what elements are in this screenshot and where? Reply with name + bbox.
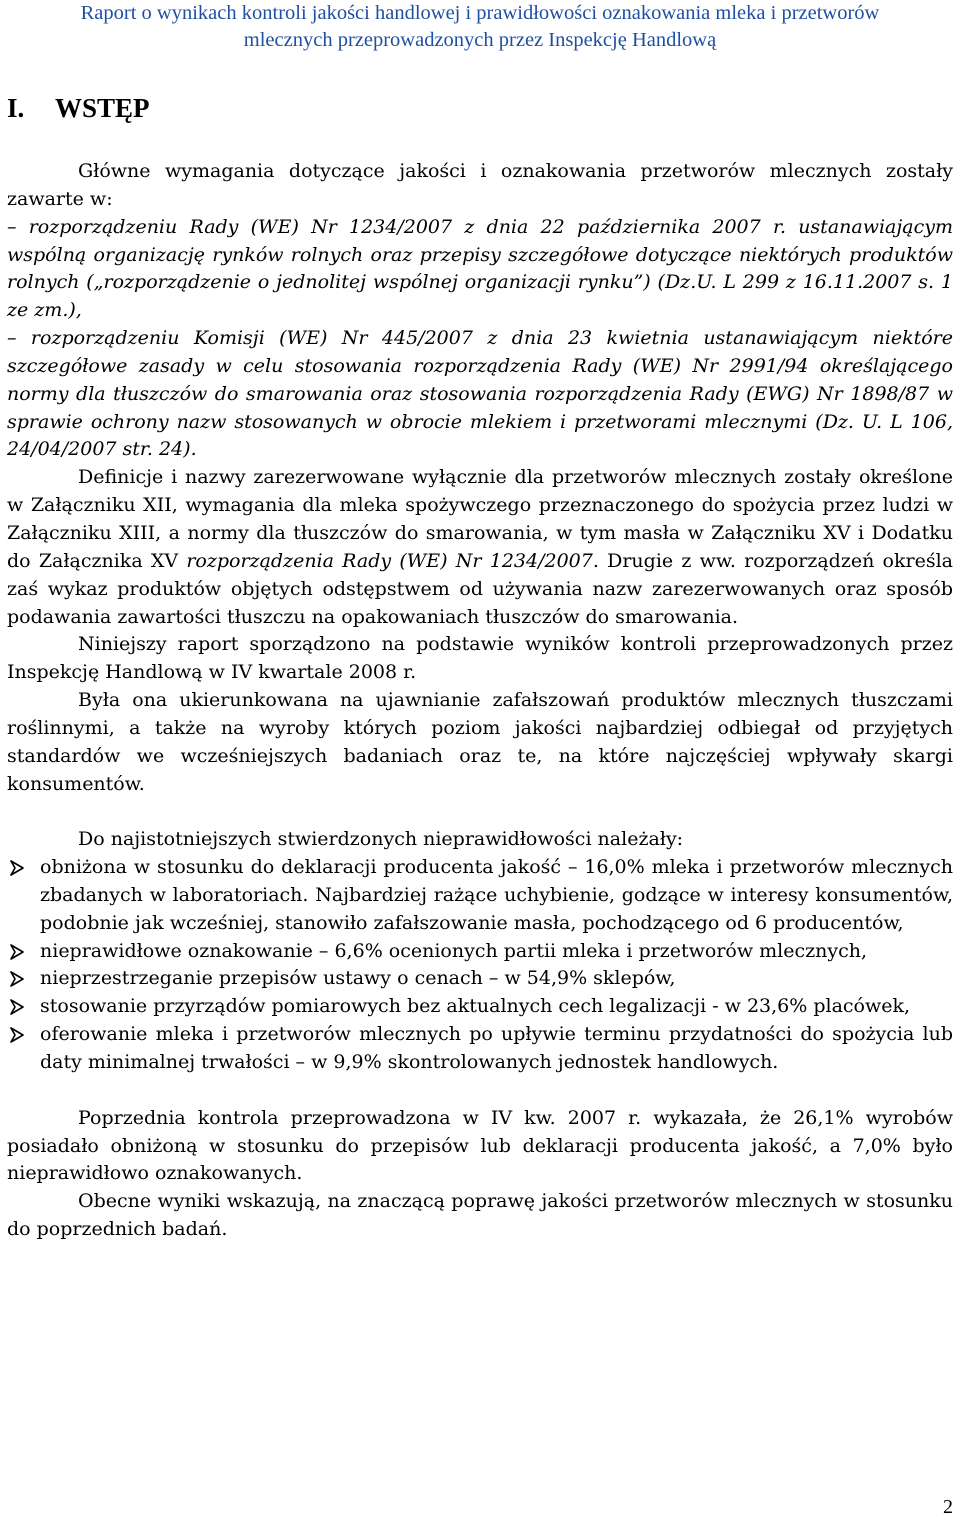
section-number: I.	[7, 93, 25, 123]
finding-text: obniżona w stosunku do deklaracji producenta jakość – 16,0% mleka i przetworów mlecznych zbadanych w laboratoriach. Najbardziej rażące uchybienie, godzące w interesy konsumentów, podobnie jak wcześniej, stanowiło zafałszowanie masła, pochodzącego od 6 producentów,	[40, 856, 953, 934]
finding-text: nieprzestrzeganie przepisów ustawy o cenach – w 54,9% sklepów,	[40, 967, 676, 990]
arrow-bullet-icon	[9, 1027, 25, 1043]
list-item	[7, 1021, 953, 1077]
spacer	[7, 798, 953, 826]
definitions-regulation-ref: rozporządzenia Rady (WE) Nr 1234/2007	[186, 549, 593, 572]
previous-control-paragraph: Poprzednia kontrola przeprowadzona w IV kw. 2007 r. wykazała, że 26,1% wyrobów posiadało obniżoną w stosunku do przepisów lub deklaracji producenta jakość, a 7,0% było nieprawidłowo oznakowanych.	[7, 1106, 953, 1185]
arrow-bullet-icon	[9, 944, 25, 960]
finding-text: stosowanie przyrządów pomiarowych bez aktualnych cech legalizacji - w 23,6% placówek,	[40, 995, 911, 1018]
dash-marker: –	[7, 215, 17, 238]
document-body	[7, 158, 953, 1244]
list-item	[7, 854, 953, 938]
regulation-item-2	[7, 325, 953, 464]
dash-marker: –	[7, 327, 17, 350]
regulation-text: rozporządzeniu Komisji (WE) Nr 445/2007 z dnia 23 kwietnia ustanawiającym niektóre szczegółowe zasady w celu stosowania rozporządzenia Rady (WE) Nr 2991/94 określającego normy dla tłuszczów do smarowania oraz stosowania rozporządzenia Rady (EWG) Nr 1898/87 w sprawie ochrony nazw stosowanych w obrocie mlekiem i przetworami mlecznymi (Dz. U. L 106, 24/04/2007 str. 24).	[7, 327, 953, 461]
arrow-bullet-icon	[9, 971, 25, 987]
intro-paragraph: Główne wymagania dotyczące jakości i oznakowania przetworów mlecznych zostały zawarte w:	[7, 160, 953, 210]
arrow-bullet-icon	[9, 860, 25, 876]
findings-intro: Do najistotniejszych stwierdzonych nieprawidłowości należały:	[78, 828, 684, 851]
regulation-item-1	[7, 214, 953, 325]
page-number: 2	[943, 1496, 953, 1518]
list-item	[7, 993, 953, 1021]
finding-text: nieprawidłowe oznakowanie – 6,6% ocenionych partii mleka i przetworów mlecznych,	[40, 939, 868, 962]
arrow-bullet-icon	[9, 999, 25, 1015]
findings-list	[7, 854, 953, 1077]
definitions-text-2: . Drugie z ww. rozporządzeń określa zaś wykaz produktów objętych odstępstwem od używania nazw zarezerwowanych oraz sposób podawania zawartości tłuszczu na opakowaniach tłuszczów do smarowania.	[7, 549, 953, 628]
focus-paragraph: Była ona ukierunkowana na ujawnianie zafałszowań produktów mlecznych tłuszczami roślinnymi, a także na wyroby których poziom jakości najbardziej odbiegał od przyjętych standardów we wcześniejszych badaniach oraz te, na które najczęściej wpływały skargi konsumentów.	[7, 689, 953, 795]
definitions-text-1: Definicje i nazwy zarezerwowane wyłącznie dla przetworów mlecznych zostały określone w Załączniku XII, wymagania dla mleka spożywczego przeznaczonego do spożycia przez ludzi w Załączniku XIII, a normy dla tłuszczów do smarowania, w tym masła w Załączniku XV i Dodatku do Załącznika XV	[7, 466, 953, 572]
report-basis-paragraph: Niniejszy raport sporządzono na podstawie wyników kontroli przeprowadzonych przez Inspekcję Handlową w IV kwartale 2008 r.	[7, 633, 953, 684]
conclusion-paragraph: Obecne wyniki wskazują, na znaczącą poprawę jakości przetworów mlecznych w stosunku do poprzednich badań.	[7, 1190, 953, 1241]
list-item	[7, 938, 953, 966]
header-line-2: mlecznych przeprowadzonych przez Inspekcję Handlową	[243, 29, 717, 51]
finding-text: oferowanie mleka i przetworów mlecznych po upływie terminu przydatności do spożycia lub daty minimalnej trwałości – w 9,9% skontrolowanych jednostek handlowych.	[40, 1023, 953, 1073]
section-title: WSTĘP	[55, 93, 150, 123]
spacer	[7, 1077, 953, 1105]
running-header	[0, 0, 960, 54]
section-heading	[7, 93, 150, 124]
list-item	[7, 965, 953, 993]
regulation-text: rozporządzeniu Rady (WE) Nr 1234/2007 z dnia 22 października 2007 r. ustanawiającym wspólną organizację rynków rolnych oraz przepisy szczegółowe dotyczące niektórych produktów rolnych („rozporządzenie o jednolitej wspólnej organizacji rynku”) (Dz.U. L 299 z 16.11.2007 s. 1 ze zm.),	[7, 215, 953, 322]
header-line-1: Raport o wynikach kontroli jakości handlowej i prawidłowości oznakowania mleka i przetworów	[80, 2, 880, 24]
definitions-paragraph	[7, 464, 953, 631]
